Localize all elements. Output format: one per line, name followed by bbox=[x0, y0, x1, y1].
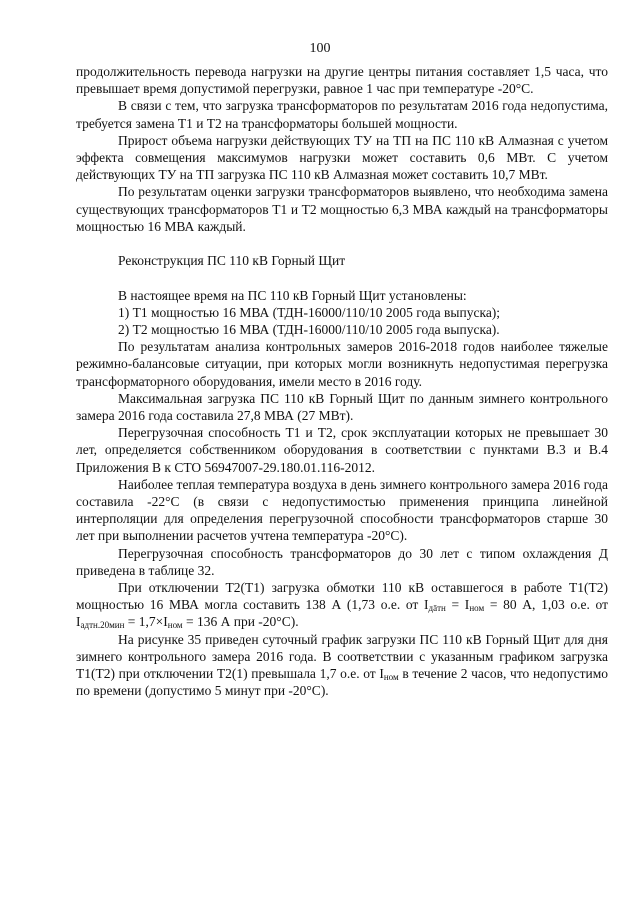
paragraph: Максимальная загрузка ПС 110 кВ Горный Щит по данным зимнего контрольного замера 2016 года составила 27,8 МВА (27 МВт). bbox=[76, 390, 608, 424]
paragraph: В связи с тем, что загрузка трансформаторов по результатам 2016 года недопустима, требуется замена Т1 и Т2 на трансформаторы большей мощности. bbox=[76, 98, 608, 131]
paragraph: По результатам анализа контрольных замеров 2016-2018 годов наиболее тяжелые режимно-балансовые ситуации, при которых могли возникнуть недопустимая перегрузка трансформаторного оборудования, имели место в 2016 году. bbox=[76, 339, 608, 389]
subscript: дāтн bbox=[428, 603, 446, 614]
text-run: в течение 2 часов, что недопустимо по времени (допустимо 5 минут при -20°С). bbox=[76, 666, 608, 699]
text-run: = 80 А, 1,03 о.е. от I bbox=[76, 597, 609, 630]
paragraph: Перегрузочная способность Т1 и Т2, срок эксплуатации которых не превышает 30 лет, определяется собственником оборудования в соответствии с пунктами В.3 и В.4 Приложения В к СТО 56947007-29.180.01.116-2012. bbox=[76, 425, 608, 475]
text-run: При отключении Т2(Т1) загрузка обмотки 110 кВ оставшегося в работе Т1(Т2) мощностью 16 МВА могла составить 138 А (1,73 о.е. от I bbox=[76, 580, 608, 613]
paragraph: продолжительность перевода нагрузки на другие центры питания составляет 1,5 часа, что превышает время допустимой перегрузки, равное 1 час при температуре -20°С. bbox=[76, 64, 608, 97]
document-body bbox=[76, 63, 608, 699]
paragraph-figure-ref bbox=[76, 631, 608, 700]
subscript: ном bbox=[383, 672, 399, 683]
spacer bbox=[76, 235, 608, 252]
paragraph: В настоящее время на ПС 110 кВ Горный Щит установлены: bbox=[118, 287, 467, 303]
text-run: = I bbox=[445, 597, 470, 613]
paragraph: Наиболее теплая температура воздуха в день зимнего контрольного замера 2016 года составила -22°С (в связи с недопустимостью применения принципа линейной интерполяции для определения перегрузочной способности трансформаторов старше 30 лет при выполнении расчетов учтена температура -20°С). bbox=[76, 476, 608, 544]
paragraph: Перегрузочная способность трансформаторов до 30 лет с типом охлаждения Д приведена в таблице 32. bbox=[76, 545, 608, 578]
list-item: 2) Т2 мощностью 16 МВА (ТДН-16000/110/10 2005 года выпуска). bbox=[118, 322, 500, 338]
subscript: адтн.20мин bbox=[80, 620, 125, 631]
page-number: 100 bbox=[309, 41, 331, 56]
paragraph-current bbox=[76, 579, 608, 631]
text-run: На рисунке 35 приведен суточный график загрузки ПС 110 кВ Горный Щит для дня зимнего контрольного замера 2016 года. В соответствии с указанным графиком загрузка Т1(Т2) при отключении Т2(1) превышала 1,7 о.е. от I bbox=[76, 631, 608, 682]
paragraph: Прирост объема нагрузки действующих ТУ на ТП на ПС 110 кВ Алмазная с учетом эффекта совмещения максимумов нагрузки может составить 0,6 МВт. С учетом действующих ТУ на ТП загрузка ПС 110 кВ Алмазная может составить 10,7 МВт. bbox=[76, 132, 608, 183]
spacer bbox=[76, 269, 608, 286]
subscript: ном bbox=[167, 620, 183, 631]
paragraph: По результатам оценки загрузки трансформаторов выявлено, что необходима замена существующих трансформаторов Т1 и Т2 мощностью 6,3 МВА каждый на трансформаторы мощностью 16 МВА каждый. bbox=[76, 184, 608, 234]
text-run: = 136 А при -20°С). bbox=[182, 614, 299, 630]
text-run: = 1,7×I bbox=[124, 614, 168, 630]
list-item: 1) Т1 мощностью 16 МВА (ТДН-16000/110/10 2005 года выпуска); bbox=[118, 304, 501, 320]
subscript: ном bbox=[469, 603, 485, 614]
section-heading: Реконструкция ПС 110 кВ Горный Щит bbox=[118, 253, 346, 269]
